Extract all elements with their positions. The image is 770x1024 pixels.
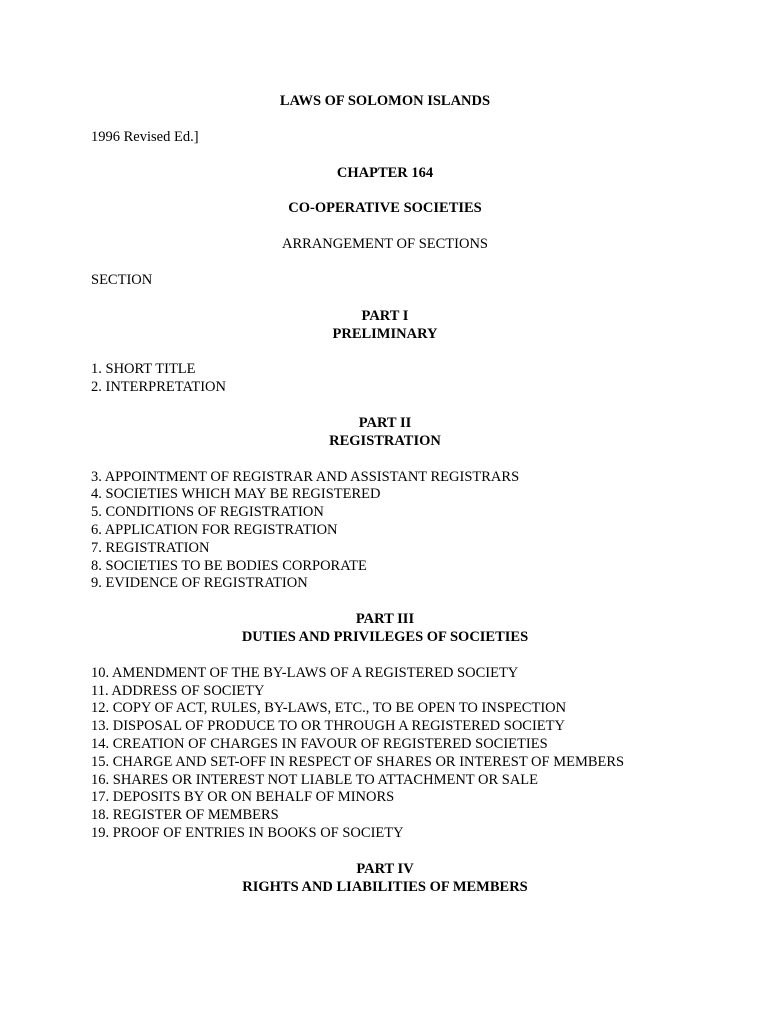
section-item: 7. REGISTRATION (91, 539, 210, 556)
section-list-1 (91, 361, 679, 397)
part-block-4 (91, 861, 679, 897)
part-heading: PART IV (356, 860, 414, 877)
section-item: 14. CREATION OF CHARGES IN FAVOUR OF REGISTERED SOCIETIES (91, 735, 548, 752)
section-item: 17. DEPOSITS BY OR ON BEHALF OF MINORS (91, 789, 395, 806)
section-item: 1. SHORT TITLE (91, 361, 196, 378)
part-heading: PART III (355, 611, 415, 628)
section-item: 4. SOCIETIES WHICH MAY BE REGISTERED (91, 486, 381, 503)
section-item: 16. SHARES OR INTEREST NOT LIABLE TO ATTACHMENT OR SALE (91, 771, 539, 788)
part-title: RIGHTS AND LIABILITIES OF MEMBERS (242, 878, 528, 895)
section-item: 6. APPLICATION FOR REGISTRATION (91, 521, 338, 538)
section-item: 19. PROOF OF ENTRIES IN BOOKS OF SOCIETY (91, 824, 404, 841)
part-title: DUTIES AND PRIVILEGES OF SOCIETIES (241, 628, 529, 645)
arrangement-heading: ARRANGEMENT OF SECTIONS (282, 236, 488, 253)
edition-label: 1996 Revised Ed.] (91, 128, 199, 145)
chapter-number: CHAPTER 164 (336, 164, 434, 181)
section-item: 8. SOCIETIES TO BE BODIES CORPORATE (91, 557, 367, 574)
part-block-2 (91, 415, 679, 451)
law-title: LAWS OF SOLOMON ISLANDS (279, 93, 491, 109)
section-item: 15. CHARGE AND SET-OFF IN RESPECT OF SHARES OR INTEREST OF MEMBERS (91, 753, 625, 770)
act-title: CO-OPERATIVE SOCIETIES (288, 200, 482, 217)
section-column-label: SECTION (91, 271, 153, 288)
section-item: 10. AMENDMENT OF THE BY-LAWS OF A REGISTERED SOCIETY (91, 664, 519, 681)
section-list-2 (91, 469, 679, 594)
part-block-1 (91, 308, 679, 344)
section-item: 3. APPOINTMENT OF REGISTRAR AND ASSISTANT REGISTRARS (91, 468, 520, 485)
part-title: REGISTRATION (329, 432, 441, 449)
part-heading: PART I (361, 307, 409, 324)
section-item: 12. COPY OF ACT, RULES, BY-LAWS, ETC., TO BE OPEN TO INSPECTION (91, 700, 567, 717)
section-list-3 (91, 665, 679, 843)
document-page (91, 93, 679, 896)
section-item: 9. EVIDENCE OF REGISTRATION (91, 575, 308, 592)
section-item: 18. REGISTER OF MEMBERS (91, 807, 279, 824)
part-title: PRELIMINARY (332, 325, 438, 342)
part-block-3 (91, 611, 679, 647)
section-item: 11. ADDRESS OF SOCIETY (91, 682, 265, 699)
section-item: 5. CONDITIONS OF REGISTRATION (91, 504, 324, 521)
part-heading: PART II (358, 414, 412, 431)
section-item: 2. INTERPRETATION (91, 379, 226, 396)
section-item: 13. DISPOSAL OF PRODUCE TO OR THROUGH A REGISTERED SOCIETY (91, 718, 565, 735)
